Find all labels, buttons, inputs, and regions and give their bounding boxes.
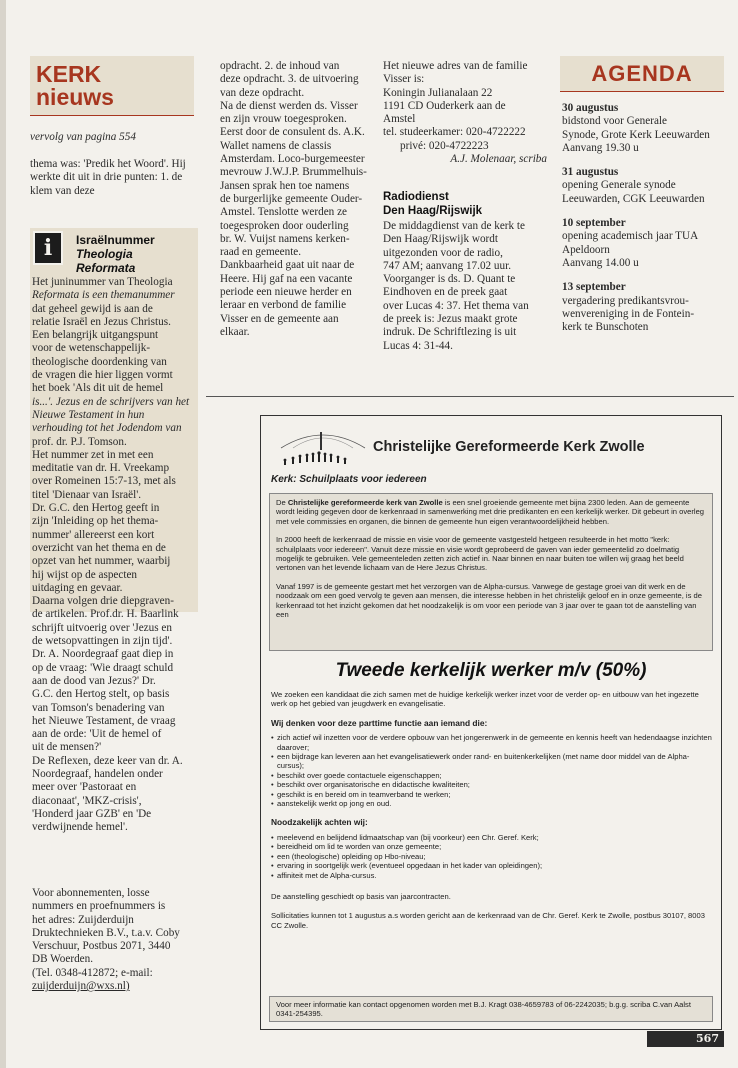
text-line: Voorganger is ds. D. Quant te	[383, 273, 516, 286]
kerk-nieuws-header	[30, 56, 194, 116]
text-line: relatie Israël en Jezus Christus.	[32, 315, 171, 328]
text-line: De Reflexen, deze keer van dr. A.	[32, 754, 183, 767]
text-line: meer over 'Pastoraat en	[32, 781, 137, 794]
text-line: Dr. G.C. den Hertog geeft in	[32, 502, 160, 515]
agenda-line: Aanvang 19.30 u	[562, 141, 639, 154]
text-line: de burgerlijke gemeente Ouder-	[220, 192, 363, 205]
text-line: (Tel. 0348-412872; e-mail:	[32, 966, 153, 979]
text-line: opdracht. 2. de inhoud van	[220, 60, 340, 72]
section-divider	[206, 396, 734, 397]
text-line: Visser en de gemeente aan	[220, 312, 339, 325]
info-box	[269, 996, 713, 1022]
text-line: Noordegraaf, handelen onder	[32, 767, 163, 780]
radio-heading-2: Den Haag/Rijswijk	[383, 205, 483, 217]
agenda-line: Synode, Grote Kerk Leeuwarden	[562, 128, 710, 141]
signature: A.J. Molenaar, scriba	[450, 153, 547, 166]
nieuws-title: nieuws	[36, 84, 114, 110]
text-line: Een belangrijk uitgangspunt	[32, 329, 159, 342]
israel-heading-2: Theologia	[76, 247, 133, 261]
text-line: 'Honderd jaar GZB' en 'De	[32, 807, 152, 820]
text-line: Eindhoven en de preek gaat	[383, 286, 508, 299]
info-icon	[33, 231, 63, 265]
text-line: Koningin Julianalaan 22	[383, 86, 493, 99]
agenda-line: opening Generale synode	[562, 179, 676, 192]
think-heading: Wij denken voor deze parttime functie aan iemand die:	[271, 717, 488, 728]
column-2-text	[220, 60, 380, 339]
intro-text: thema was: 'Predik het Woord'. Hij werkte dit uit in drie punten: 1. de klem van deze	[30, 158, 186, 197]
tent-pole	[320, 432, 322, 450]
text-line: zijn 'Inleiding op het thema-	[32, 515, 159, 528]
agenda-date: 30 augustus	[562, 102, 619, 114]
agenda-date: 13 september	[562, 281, 626, 294]
ad-body	[271, 690, 715, 930]
text-line: De middagdienst van de kerk te	[383, 220, 525, 232]
israel-heading-3: Reformata	[76, 261, 136, 275]
text-line: Nieuwe Testament in hun	[32, 408, 145, 421]
text-line: elkaar.	[220, 325, 250, 338]
israel-heading-1: Israëlnummer	[76, 233, 155, 247]
intro-paragraph-2: In 2000 heeft de kerkenraad de missie en visie voor de gemeente vastgesteld hetgeen resulteerde in het motto "kerk: schuilplaats voor iedereen". Vanuit deze missie en visie wordt geprobeerd de gaven van ieder gemeentelid zo doelmatig mogelijk te gebruiken. Vele gemeenteleden zetten zich actief in. Naar binnen en naar buiten toe willen wij graag het beeld vertonen van het levende lichaam van de Here Jezus Christus.	[276, 535, 684, 573]
text-line: op de vraag: 'Wie draagt schuld	[32, 661, 174, 674]
intro-paragraph-3: Vanaf 1997 is de gemeente gestart met het verzorgen van de Alpha-cursus. Vanwege de gestage groei van dit werk en de noodzaak om een goed vervolg te geven aan mensen, die interesse hebben in het christelijk geloof en in onze gemeente, is de kerkenraad tot het inzicht gekomen dat het noodzakelijk is om voor een periode van 3 jaar over te gaan tot de aanstelling van een	[276, 581, 702, 620]
list-item: • beschikt over organisatorische en didactische kwaliteiten;	[271, 780, 715, 789]
church-name: Christelijke Gereformeerde Kerk Zwolle	[373, 439, 645, 455]
text-line: indruk. De Schriftlezing is uit	[383, 326, 517, 339]
agenda-item	[562, 281, 734, 334]
text-line: meditatie van dr. H. Vreekamp	[32, 462, 170, 475]
text-line: de artikelen. Prof.dr. H. Baarlink	[32, 608, 179, 621]
text-line: prof. dr. P.J. Tomson.	[32, 435, 127, 448]
agenda-date: 31 augustus	[562, 166, 619, 179]
text-line: verhouding tot het Jodendom van	[32, 422, 182, 435]
text-line: Verschuur, Postbus 2071, 3440	[32, 940, 171, 953]
header-rule	[30, 115, 194, 116]
text-line: Dr. A. Noordegraaf gaat diep in	[32, 648, 174, 661]
text-line: de preek is: Jezus maakt grote	[383, 313, 518, 326]
tent-shape	[281, 435, 365, 448]
text-line: mevrouw J.W.J.P. Brummelhuis-	[220, 166, 367, 179]
list-item: • ervaring in soortgelijk werk (eventueel opgedaan in het kader van opleidingen);	[271, 861, 715, 870]
info-icon-letter: i	[43, 235, 53, 261]
agenda-date: 10 september	[562, 217, 626, 230]
text-line: br. W. Vuijst namens kerken-	[220, 232, 350, 245]
text-line: Heere. Hij gaf na een vacante	[220, 272, 353, 285]
list-item: • een (theologische) opleiding op Hbo-niveau;	[271, 852, 715, 861]
job-advertisement	[260, 415, 722, 1030]
text-line: uit de mensen?'	[32, 741, 102, 754]
list-item: • zich actief wil inzetten voor de verdere opbouw van het jongerenwerk in de gemeente en kennis heeft van hedendaagse inzichten daarover;	[271, 733, 715, 752]
text-line: Amsterdam. Loco-burgemeester	[220, 153, 365, 166]
text-line: Amstel	[383, 113, 416, 126]
text-line: Lucas 4: 31-44.	[383, 339, 453, 352]
text-line: raad en gemeente.	[220, 246, 302, 259]
text-line: nummer' allereerst een kort	[32, 528, 155, 541]
need-heading: Noodzakelijk achten wij:	[271, 817, 368, 828]
text-line: overzicht van het thema en de	[32, 541, 166, 554]
church-logo-icon	[273, 426, 373, 466]
text-line: het boek 'Als dit uit de hemel	[32, 382, 164, 395]
address-block	[383, 60, 553, 166]
page-number-tab	[647, 1031, 724, 1047]
text-line: Visser is:	[383, 73, 425, 86]
ad-slogan: Kerk: Schuilplaats voor iedereen	[271, 474, 427, 485]
text-line: leraar en verbond de familie	[220, 299, 347, 312]
text-line: aan de orde: 'Uit de hemel of	[32, 728, 162, 741]
text-line: de vragen die hier liggen vormt	[32, 369, 173, 382]
text-line: privé: 020-4722223	[400, 139, 489, 152]
text-line: Het nieuwe adres van de familie	[383, 60, 528, 72]
email-link[interactable]: zuijderduijn@wxs.nl)	[32, 980, 130, 993]
list-item: • bereidheid om lid te worden van onze gemeente;	[271, 842, 715, 851]
text-line: Eerst door de consulent ds. A.K.	[220, 126, 365, 139]
text-line: is...'. Jezus en de schrijvers van het	[32, 395, 190, 408]
text-line: G.C. den Hertog stelt, op basis	[32, 688, 170, 701]
text-line: Den Haag/Rijswijk wordt	[383, 233, 498, 246]
agenda-line: Leeuwarden, CGK Leeuwarden	[562, 192, 705, 205]
radio-heading-1: Radiodienst	[383, 191, 449, 203]
text-line: het Nieuwe Testament, de vraag	[32, 714, 176, 727]
text-line: Druktechnieken B.V., t.a.v. Coby	[32, 926, 180, 939]
think-list	[271, 733, 715, 808]
israel-body	[32, 276, 202, 834]
agenda-rule	[560, 91, 724, 92]
list-item: • beschikt over goede contactuele eigenschappen;	[271, 771, 715, 780]
radio-text	[383, 220, 553, 353]
text-line: Het juninummer van Theologia	[32, 276, 173, 288]
agenda-line: kerk te Bunschoten	[562, 321, 649, 334]
agenda-item	[562, 166, 734, 206]
agenda-title: AGENDA	[591, 61, 693, 86]
text-line: opzet van het nummer, waarbij	[32, 555, 171, 568]
agenda-line: opening academisch jaar TUA	[562, 230, 699, 243]
contract-text: De aanstelling geschiedt op basis van jaarcontracten.	[271, 891, 451, 901]
text-line: DB Woerden.	[32, 953, 94, 966]
text-line: Dankbaarheid gaat uit naar de	[220, 259, 355, 272]
job-title: Tweede kerkelijk werker m/v (50%)	[335, 660, 647, 681]
text-line: Het nummer zet in met een	[32, 448, 154, 461]
text-line: Wallet namens de classis	[220, 139, 332, 152]
agenda-line: Aanvang 14.00 u	[562, 256, 639, 269]
text-line: en zijn vrouw toegesproken.	[220, 113, 347, 126]
subscribe-text	[32, 887, 202, 993]
text-line: Jansen sprak hen toe namens	[220, 179, 350, 192]
agenda-item	[562, 217, 734, 270]
text-line: 747 AM; aanvang 17.02 uur.	[383, 259, 512, 272]
text-line: over Romeinen 15:7-13, met als	[32, 475, 176, 488]
ad-intro: We zoeken een kandidaat die zich samen met de huidige kerkelijk werker inzet voor de verder op- en uitbouw van het ingezette werk op het gebied van jeugdwerk en evangelisatie.	[271, 690, 699, 709]
text-line: tel. studeerkamer: 020-4722222	[383, 126, 526, 139]
apply-text: Sollicitaties kunnen tot 1 augustus a.s worden gericht aan de kerkenraad van de Chr. Geref. Kerk te Zwolle, postbus 30107, 8003 CC Zwolle.	[271, 911, 705, 930]
text-line: aan de dood van Jezus?' Dr.	[32, 674, 156, 687]
text-line: het adres: Zuijderduijn	[32, 913, 134, 926]
agenda-line: vergadering predikantsvrou-	[562, 294, 689, 307]
agenda-line: wenvereniging in de Fontein-	[562, 307, 695, 320]
text-line: diaconaat', 'MKZ-crisis',	[32, 794, 142, 807]
intro-box	[269, 493, 713, 651]
agenda-line: Apeldoorn	[562, 243, 610, 256]
text-line: Daarna volgen drie diepgraven-	[32, 595, 174, 608]
list-item: • aanstekelijk werkt op jong en oud.	[271, 799, 715, 808]
israel-heading	[76, 233, 196, 275]
text-line: hij wijst op de aspecten	[32, 568, 138, 581]
binding-shadow	[0, 0, 6, 1068]
text-line: uitgezonden voor de radio,	[383, 246, 503, 259]
kerk-title: KERK	[36, 61, 102, 87]
text-line: Reformata is een themanummer	[32, 289, 175, 302]
text-line: van deze opdracht.	[220, 86, 305, 99]
need-list	[271, 833, 715, 880]
text-line: deze opdracht. 3. de uitvoering	[220, 73, 359, 86]
text-line: Voor abonnementen, losse	[32, 887, 150, 899]
intro-paragraph-1: De Christelijke gereformeerde kerk van Zwolle is een snel groeiende gemeente met bijna 2300 leden. Aan de gemeente wordt leiding gegeven door de kerkenraad in samenwerking met drie predikanten en een kerkelijk werker. Dit gebeurt in overleg met vele commissies en organen, die binnen de gemeente hun eigen verantwoordelijkheid hebben.	[276, 498, 705, 526]
text-line: toegesproken door ouderling	[220, 219, 349, 232]
list-item: • affiniteit met de Alpha-cursus.	[271, 871, 715, 880]
continued-note: vervolg van pagina 554	[30, 131, 136, 143]
text-line: over Lucas 4: 37. Het thema van	[383, 299, 529, 312]
text-line: nummers en proefnummers is	[32, 900, 166, 913]
text-line: voor de wetenschappelijk-	[32, 342, 151, 355]
text-line: dat geheel gewijd is aan de	[32, 302, 153, 315]
agenda-header	[560, 56, 724, 92]
text-line: Na de dienst werden ds. Visser	[220, 99, 358, 112]
text-line: 1191 CD Ouderkerk aan de	[383, 99, 506, 112]
text-line: van Tomson's benadering van	[32, 701, 165, 714]
text-line: titel 'Dienaar van Israël'.	[32, 488, 142, 501]
text-line: de wetsopvattingen in zijn tijd'.	[32, 635, 173, 648]
agenda-list	[562, 102, 734, 334]
text-line: schrijft uitvoerig over 'Jezus en	[32, 621, 172, 634]
text-line: theologische doordenking van	[32, 355, 167, 368]
page-number: 567	[696, 1032, 719, 1045]
list-item: • een bijdrage kan leveren aan het evangelisatiewerk onder rand- en buitenkerkelijken (met name door middel van de Alpha-cursus);	[271, 752, 715, 771]
text-line: verdwijnende hemel'.	[32, 821, 128, 834]
radio-heading	[383, 190, 553, 218]
text-line: uitdaging en gevaar.	[32, 581, 123, 594]
agenda-item	[562, 102, 734, 155]
list-item: • meelevend en belijdend lidmaatschap van (bij voorkeur) een Chr. Geref. Kerk;	[271, 833, 715, 842]
info-text: Voor meer informatie kan contact opgenomen worden met B.J. Kragt 038-4659783 of 06-2242035; b.g.g. scriba C.van Aalst 0341-254395.	[276, 1000, 691, 1019]
text-line: periode een nieuwe herder en	[220, 286, 352, 299]
list-item: • geschikt is en bereid om in teamverband te werken;	[271, 790, 715, 799]
agenda-line: bidstond voor Generale	[562, 115, 668, 128]
tent-inner	[293, 438, 353, 448]
text-line: Amstel. Tenslotte werden ze	[220, 206, 348, 219]
